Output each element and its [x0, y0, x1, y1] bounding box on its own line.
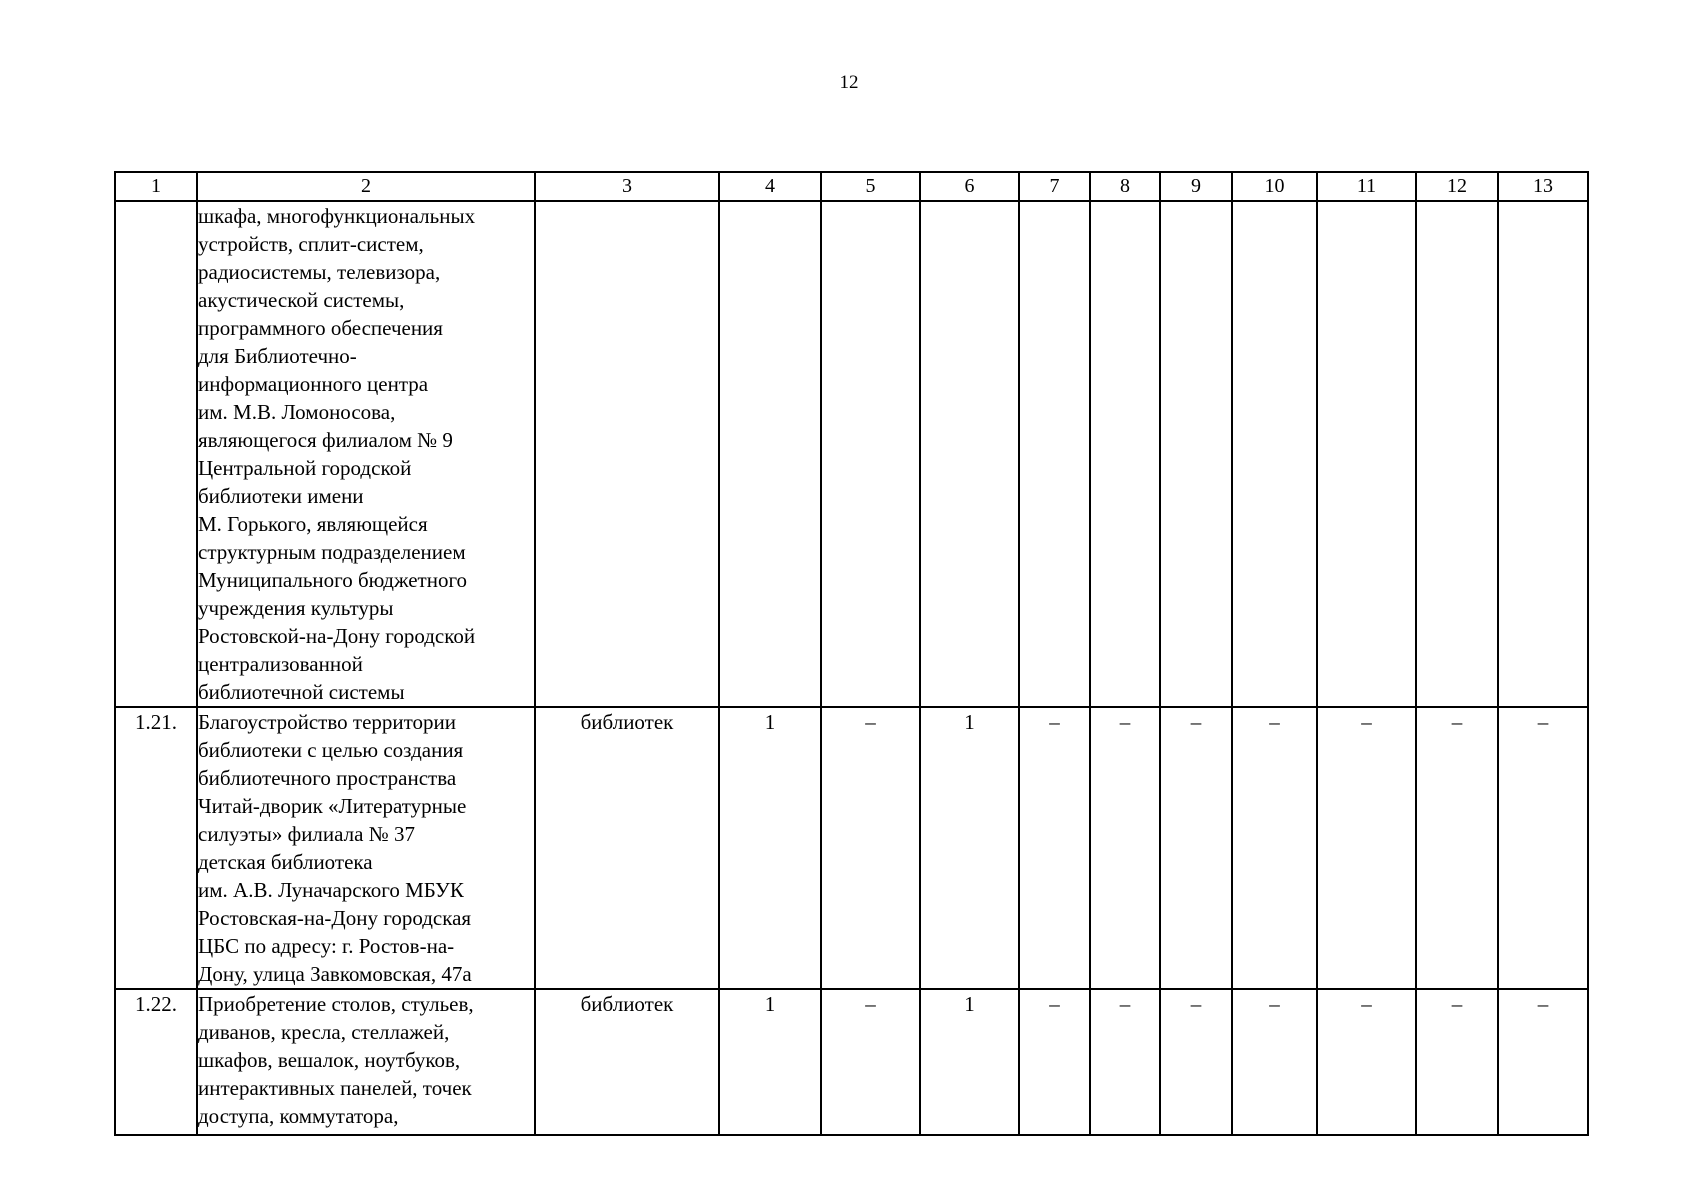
column-header: 12 [1416, 172, 1498, 201]
table-row [115, 989, 1588, 1135]
row-value: 1 [719, 989, 821, 1135]
data-table [114, 171, 1589, 1136]
row-value: 1 [719, 707, 821, 989]
row-value [1019, 201, 1090, 707]
row-value: – [1019, 989, 1090, 1135]
row-value [920, 201, 1019, 707]
row-value: – [1019, 707, 1090, 989]
row-value: – [1416, 707, 1498, 989]
row-description: Благоустройство территории библиотеки с целью создания библиотечного пространства Читай-дворик «Литературные силуэты» филиала № 37 детская библиотека им. А.В. Луначарского МБУК Ростовская-на-Дону городская ЦБС по адресу: г. Ростов-на- Дону, улица Завкомовская, 47а [197, 707, 535, 989]
row-value [719, 201, 821, 707]
header-row [115, 172, 1588, 201]
row-value [1160, 201, 1232, 707]
column-header: 6 [920, 172, 1019, 201]
row-unit: библиотек [535, 989, 719, 1135]
row-value: – [1160, 707, 1232, 989]
row-value: 1 [920, 989, 1019, 1135]
column-header: 4 [719, 172, 821, 201]
column-header: 7 [1019, 172, 1090, 201]
page-number: 12 [839, 72, 859, 93]
column-header: 3 [535, 172, 719, 201]
row-value [821, 201, 920, 707]
row-value: – [1090, 707, 1160, 989]
row-description: Приобретение столов, стульев, диванов, кресла, стеллажей, шкафов, вешалок, ноутбуков, интерактивных панелей, точек доступа, коммутатора, [197, 989, 535, 1135]
row-unit [535, 201, 719, 707]
row-description: шкафа, многофункциональных устройств, сплит-систем, радиосистемы, телевизора, акустической системы, программного обеспечения для Библиотечно- информационного центра им. М.В. Ломоносова, являющегося филиалом № 9 Центральной городской библиотеки имени М. Горького, являющейся структурным подразделением Муниципального бюджетного учреждения культуры Ростовской-на-Дону городской централизованной библиотечной системы [197, 201, 535, 707]
row-number: 1.21. [115, 707, 197, 989]
row-value [1232, 201, 1317, 707]
row-value: – [1416, 989, 1498, 1135]
column-header: 10 [1232, 172, 1317, 201]
row-value [1317, 201, 1416, 707]
row-value: – [821, 989, 920, 1135]
row-value [1498, 201, 1588, 707]
row-value: – [1232, 989, 1317, 1135]
column-header: 11 [1317, 172, 1416, 201]
table-row [115, 707, 1588, 989]
row-value: – [821, 707, 920, 989]
row-value: 1 [920, 707, 1019, 989]
row-value: – [1090, 989, 1160, 1135]
column-header: 9 [1160, 172, 1232, 201]
row-value: – [1498, 707, 1588, 989]
column-header: 5 [821, 172, 920, 201]
row-number [115, 201, 197, 707]
row-value [1416, 201, 1498, 707]
row-value: – [1232, 707, 1317, 989]
row-value: – [1317, 707, 1416, 989]
column-header: 2 [197, 172, 535, 201]
column-header: 8 [1090, 172, 1160, 201]
row-value: – [1498, 989, 1588, 1135]
row-value: – [1317, 989, 1416, 1135]
row-value: – [1160, 989, 1232, 1135]
column-header: 1 [115, 172, 197, 201]
row-number: 1.22. [115, 989, 197, 1135]
table-row [115, 201, 1588, 707]
row-value [1090, 201, 1160, 707]
column-header: 13 [1498, 172, 1588, 201]
row-unit: библиотек [535, 707, 719, 989]
